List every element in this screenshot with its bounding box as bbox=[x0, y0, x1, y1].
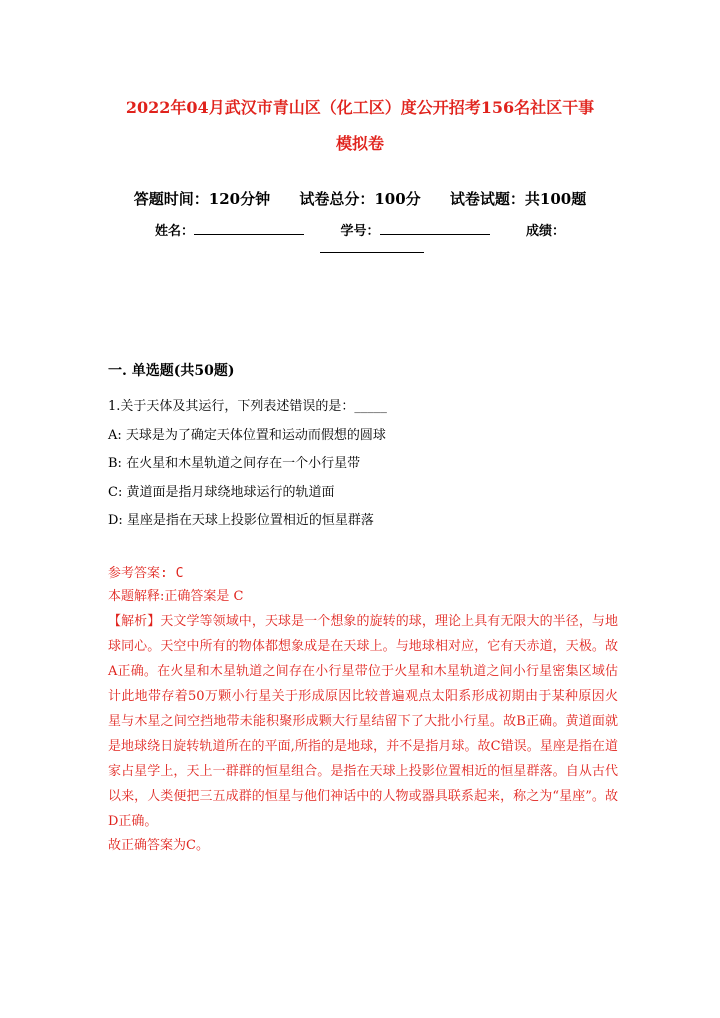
reference-answer: 参考答案: C bbox=[108, 566, 184, 581]
name-blank bbox=[194, 224, 304, 235]
total-questions: 试卷试题：共100题 bbox=[449, 190, 587, 208]
student-fields bbox=[0, 220, 720, 239]
title-line-1: 2022年04月武汉市青山区（化工区）度公开招考156名社区干事 bbox=[125, 98, 595, 117]
section-title: 一. 单选题(共50题) bbox=[108, 363, 235, 379]
document-title bbox=[100, 90, 620, 162]
analysis-text: 【解析】天文学等领域中，天球是一个想象的旋转的球，理论上具有无限大的半径，与地球同心。天空中所有的物体都想象成是在天球上。与地球相对应，它有天赤道，天极。故A正确。在火星和木星轨道之间存在小行星带位于火星和木星轨道之间小行星密集区域估计此地带存着50万颗小行星关于形成原因比较普遍观点太阳系形成初期由于某种原因火星与木星之间空挡地带未能积聚形成颗大行星结留下了大批小行星。故B正确。黄道面就是地球绕日旋转轨道所在的平面,所指的是地球，并不是指月球。故C错误。星座是指在道家占星学上，天上一群群的恒星组合。是指在天球上投影位置相近的恒星群落。自从古代以来，人类便把三五成群的恒星与他们神话中的人物或器具联系起来，称之为“星座”。故D正确。 bbox=[108, 614, 618, 829]
id-label: 学号： bbox=[340, 224, 380, 239]
option-c: C: 黄道面是指月球绕地球运行的轨道面 bbox=[108, 484, 335, 500]
option-b: B: 在火星和木星轨道之间存在一个小行星带 bbox=[108, 456, 361, 471]
total-score: 试卷总分：100分 bbox=[299, 190, 421, 208]
option-a: A: 天球是为了确定天体位置和运动而假想的圆球 bbox=[108, 427, 386, 443]
option-d: D: 星座是指在天球上投影位置相近的恒星群落 bbox=[108, 513, 374, 528]
score-label: 成绩： bbox=[526, 224, 566, 239]
answer-block bbox=[108, 562, 618, 857]
explanation-label: 本题解释:正确答案是 C bbox=[108, 589, 244, 604]
score-field bbox=[526, 220, 565, 239]
id-blank bbox=[380, 224, 490, 235]
exam-time: 答题时间：120分钟 bbox=[133, 190, 271, 208]
name-label: 姓名： bbox=[154, 224, 194, 239]
final-answer: 故正确答案为C。 bbox=[108, 838, 209, 853]
question-block bbox=[108, 393, 628, 536]
question-stem: 1.关于天体及其运行，下列表述错误的是：_____ bbox=[108, 399, 387, 414]
exam-meta bbox=[0, 188, 720, 209]
name-field bbox=[155, 220, 304, 239]
id-field bbox=[340, 220, 489, 239]
title-line-2: 模拟卷 bbox=[335, 134, 384, 153]
score-blank bbox=[320, 252, 424, 253]
